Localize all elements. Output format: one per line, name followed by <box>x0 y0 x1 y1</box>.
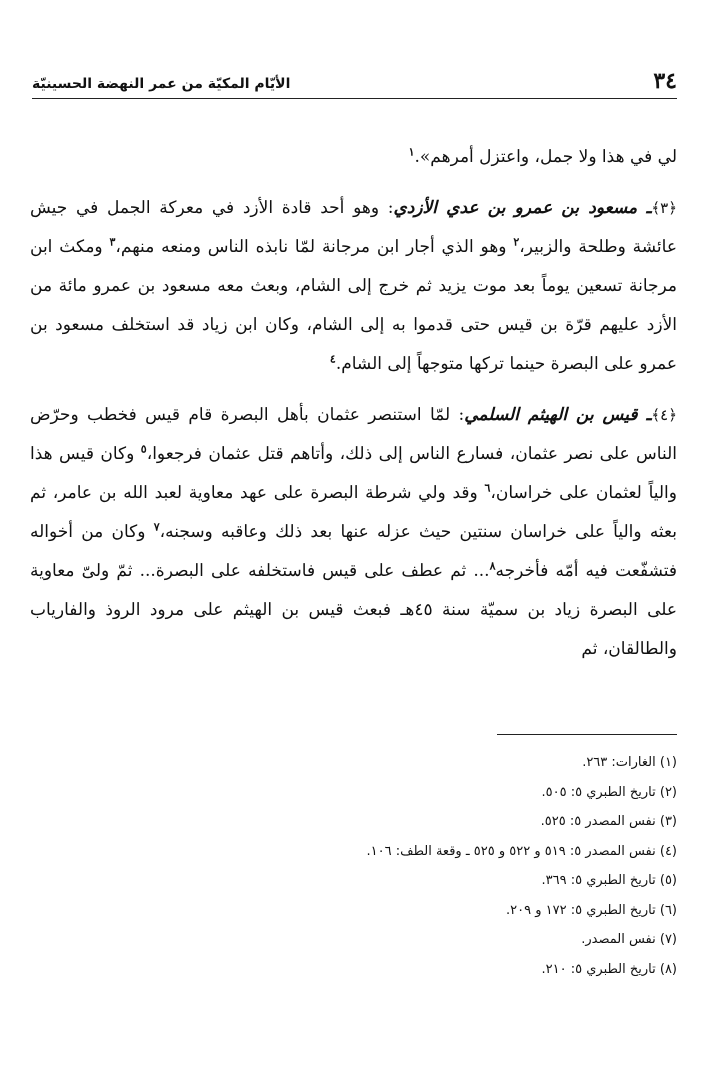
footnote-item: (٢) تاريخ الطبري ٥: ٥٠٥. <box>541 784 677 800</box>
paragraph-text: وكان قيس هذا والياً لعثمان على خراسان، <box>30 444 677 503</box>
footnote-ref: ٤ <box>329 352 336 366</box>
footnote-item: (٨) تاريخ الطبري ٥: ٢١٠. <box>541 961 677 977</box>
paragraph-text: : لمّا استنصر عثمان بأهل البصرة قام قيس فخطب وحرّض الناس على نصر عثمان، فسارع الناس إلى ذلك، وأتاهم قتل عثمان فرجعوا، <box>30 405 677 464</box>
footnote-ref: ١ <box>408 145 415 159</box>
main-text <box>30 138 677 669</box>
paragraph-masud <box>30 189 677 384</box>
person-name: ـ مسعود بن عمرو بن عدي الأزدي <box>393 198 652 218</box>
footnote-item: (٥) تاريخ الطبري ٥: ٣٦٩. <box>541 873 677 888</box>
footnote-ref: ٣ <box>109 235 116 249</box>
person-name: ـ قيس بن الهيثم السلمي <box>464 405 652 425</box>
paragraph-text: وقد ولي شرطة البصرة على عهد معاوية لعبد الله بن عامر، ثم بعثه والياً على خراسان سنتين حيث عزله عنها بعد ذلك وعاقبه وسجنه، <box>30 483 677 542</box>
footnote-ref: ٧ <box>153 520 160 534</box>
paragraph-qays <box>30 396 677 669</box>
footnote-divider <box>497 734 677 735</box>
footnote-ref: ٥ <box>140 442 147 456</box>
paragraph-text: لي في هذا ولا جمل، واعتزل أمرهم». <box>414 147 677 167</box>
header-divider <box>32 98 677 99</box>
footnote-item: (١) الغارات: ٢٦٣. <box>582 755 677 770</box>
paragraph-text: ومكث ابن مرجانة تسعين يوماً بعد موت يزيد ثم خرج إلى الشام، وبعث معه مسعود بن عمرو مائة من الأزد عليهم قرّة بن قيس حتى قدموا به إلى الشام، وكان ابن زياد قد استخلف مسعود بن عمرو على البصرة حينما تركها متوجهاً إلى الشام. <box>30 237 677 374</box>
paragraph-continuation <box>30 138 677 177</box>
footnote-item: (٦) تاريخ الطبري ٥: ١٧٢ و ٢٠٩. <box>506 902 677 918</box>
paragraph-text: ... ثم عطف على قيس فاستخلفه على البصرة... ثمّ ولىّ معاوية على البصرة زياد بن سميّة سنة ٤٥هـ فبعث قيس بن الهيثم على مرود الروذ والفارياب والطالقان، ثم <box>30 561 678 659</box>
footnote-ref: ٢ <box>513 235 520 249</box>
paragraph-text: : وهو أحد قادة الأزد في معركة الجمل في جيش عائشة وطلحة والزبير، <box>30 198 677 257</box>
page-number: ٣٤ <box>653 68 677 94</box>
page-header <box>32 60 677 94</box>
footnote-item: (٤) نفس المصدر ٥: ٥١٩ و ٥٢٢ و ٥٢٥ ـ وقعة الطف: ١٠٦. <box>366 843 677 859</box>
footnotes-list <box>30 748 677 984</box>
paragraph-text: وهو الذي أجار ابن مرجانة لمّا نابذه الناس ومنعه منهم، <box>115 237 514 257</box>
item-number: ﴿٤﴾ <box>651 406 677 424</box>
paragraph-text: وكان من أخواله فتشفّعت فيه أمّه فأخرجه <box>30 522 677 581</box>
footnote-ref: ٦ <box>484 481 491 495</box>
running-title: الأيّام المكيّة من عمر النهضة الحسينيّة <box>32 76 291 92</box>
footnote-item: (٣) نفس المصدر ٥: ٥٢٥. <box>540 814 677 829</box>
footnote-item: (٧) نفس المصدر. <box>581 932 677 947</box>
footnote-ref: ٨ <box>489 559 496 573</box>
item-number: ﴿٣﴾ <box>651 199 677 217</box>
